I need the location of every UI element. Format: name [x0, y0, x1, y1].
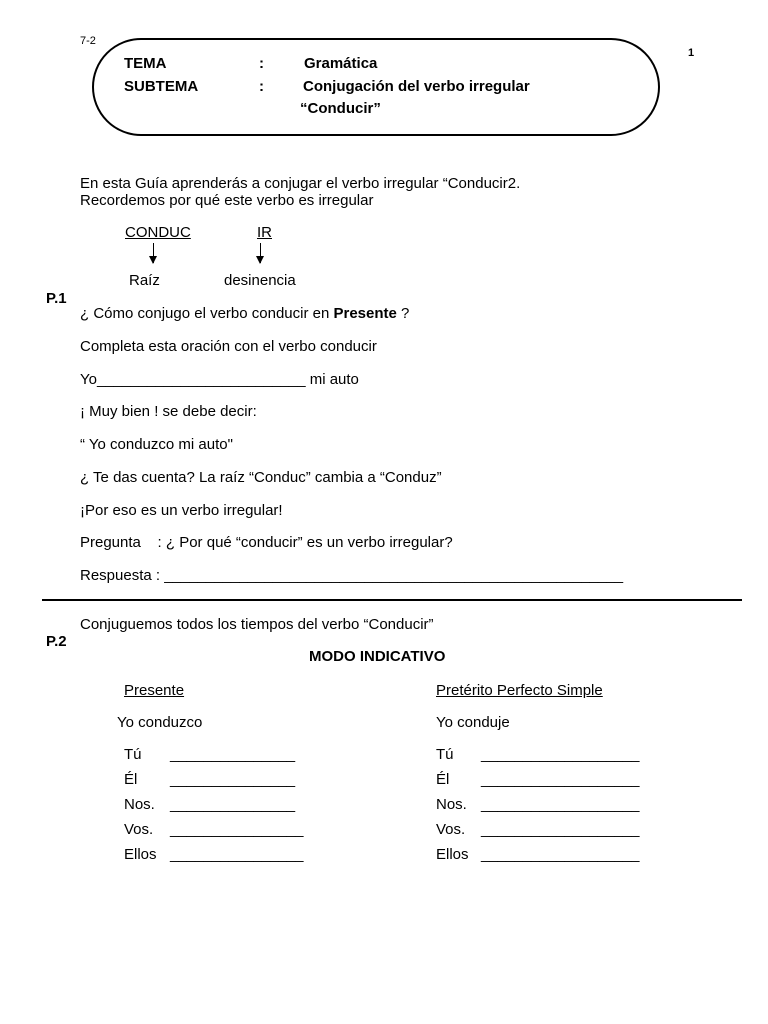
p1-question — [80, 305, 409, 322]
subtema-label: SUBTEMA — [124, 78, 199, 95]
ending-arrow-icon — [260, 243, 261, 263]
presente-blank-tu[interactable]: _______________ — [170, 746, 296, 763]
presente-pronoun-ellos: Ellos — [124, 846, 157, 863]
preterito-pronoun-nos: Nos. — [436, 796, 467, 813]
p1-fill-pre: Yo — [80, 371, 97, 388]
presente-pronoun-nos: Nos. — [124, 796, 155, 813]
page-number: 1 — [688, 47, 695, 59]
preterito-pronoun-ellos: Ellos — [436, 846, 469, 863]
ending-label: desinencia — [224, 272, 296, 289]
subtema-value-line2: “Conducir” — [300, 100, 381, 117]
presente-blank-ellos[interactable]: ________________ — [170, 846, 304, 863]
mode-title: MODO INDICATIVO — [309, 648, 446, 665]
presente-blank-vos[interactable]: ________________ — [170, 821, 304, 838]
presente-blank-el[interactable]: _______________ — [170, 771, 296, 788]
p1-question-pre: ¿ Cómo conjugo el verbo conducir en — [80, 305, 334, 322]
p1-question-bold: Presente — [333, 305, 397, 322]
section-divider — [42, 599, 742, 601]
root-label: Raíz — [129, 272, 160, 289]
preterito-blank-el[interactable]: ___________________ — [481, 771, 640, 788]
p1-pregunta: Pregunta : ¿ Por qué “conducir” es un verbo irregular? — [80, 534, 453, 551]
intro-line1: En esta Guía aprenderás a conjugar el verbo irregular “Conducir2. — [80, 175, 521, 192]
p1-notice: ¿ Te das cuenta? La raíz “Conduc” cambia a “Conduz” — [80, 469, 442, 486]
preterito-first: Yo conduje — [436, 714, 510, 731]
tema-label: TEMA — [124, 55, 167, 72]
root-word: CONDUC — [125, 224, 191, 241]
p2-intro: Conjuguemos todos los tiempos del verbo “Conducir” — [80, 616, 434, 633]
presente-pronoun-tu: Tú — [124, 746, 142, 763]
p1-fill-sentence — [80, 371, 359, 388]
p1-respuesta-blank[interactable]: _______________________________________________________ — [164, 567, 624, 584]
p1-complete-instruction: Completa esta oración con el verbo conducir — [80, 338, 377, 355]
subtema-separator: : — [259, 78, 264, 95]
preterito-blank-ellos[interactable]: ___________________ — [481, 846, 640, 863]
preterito-blank-vos[interactable]: ___________________ — [481, 821, 640, 838]
subtema-value-line1: Conjugación del verbo irregular — [303, 78, 530, 95]
preterito-title: Pretérito Perfecto Simple — [436, 682, 603, 699]
ending-word: IR — [257, 224, 272, 241]
p1-praise: ¡ Muy bien ! se debe decir: — [80, 403, 257, 420]
presente-pronoun-vos: Vos. — [124, 821, 154, 838]
preterito-blank-nos[interactable]: ___________________ — [481, 796, 640, 813]
section-p1-label: P.1 — [46, 290, 67, 307]
p1-fill-post: mi auto — [305, 371, 359, 388]
presente-pronoun-el: Él — [124, 771, 138, 788]
presente-blank-nos[interactable]: _______________ — [170, 796, 296, 813]
presente-title: Presente — [124, 682, 185, 699]
preterito-pronoun-el: Él — [436, 771, 450, 788]
preterito-pronoun-tu: Tú — [436, 746, 454, 763]
p1-irregular-note: ¡Por eso es un verbo irregular! — [80, 502, 283, 519]
root-arrow-icon — [153, 243, 154, 263]
p1-fill-blank[interactable]: _________________________ — [96, 371, 306, 388]
p1-respuesta — [80, 567, 623, 584]
presente-first: Yo conduzco — [117, 714, 203, 731]
intro-line2: Recordemos por qué este verbo es irregular — [80, 192, 374, 209]
p1-question-post: ? — [396, 305, 410, 322]
preterito-blank-tu[interactable]: ___________________ — [481, 746, 640, 763]
p1-respuesta-label: Respuesta : — [80, 567, 165, 584]
p1-example: “ Yo conduzco mi auto" — [80, 436, 233, 453]
tema-value: Gramática — [304, 55, 378, 72]
tema-separator: : — [259, 55, 264, 72]
preterito-pronoun-vos: Vos. — [436, 821, 466, 838]
page-code: 7-2 — [80, 35, 96, 47]
section-p2-label: P.2 — [46, 633, 67, 650]
